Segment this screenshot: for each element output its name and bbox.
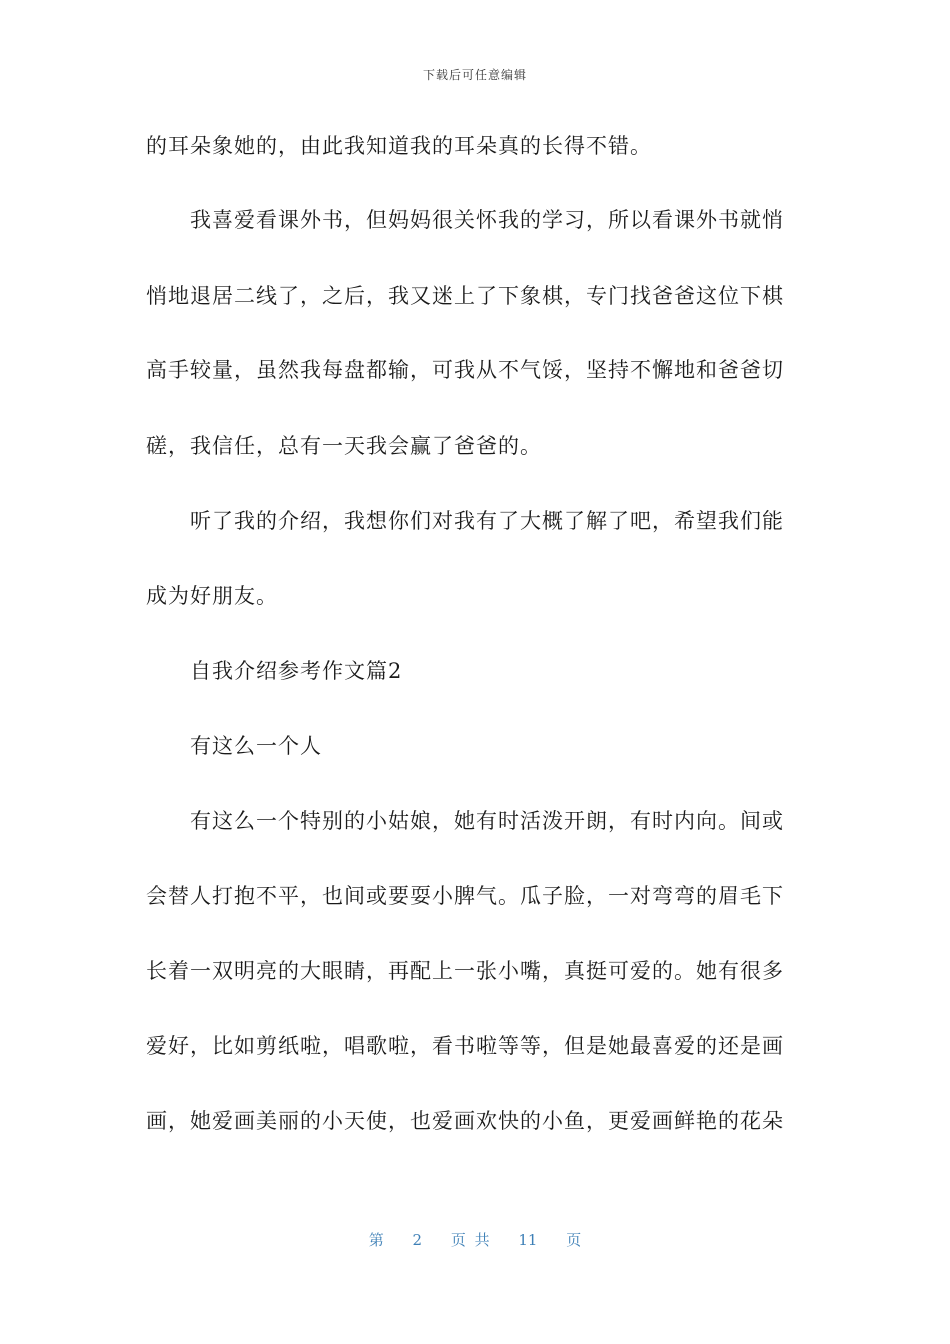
text-line: 的耳朵象她的，由此我知道我的耳朵真的长得不错。 — [146, 134, 652, 158]
footer-page-number: 2 — [412, 1231, 423, 1249]
text-line: 成为好朋友。 — [146, 584, 278, 608]
text-line: 悄地退居二线了，之后，我又迷上了下象棋，专门找爸爸这位下棋 — [146, 284, 784, 308]
text-line: 爱好，比如剪纸啦，唱歌啦，看书啦等等，但是她最喜爱的还是画 — [146, 1034, 784, 1058]
essay-title: 有这么一个人 — [190, 734, 322, 758]
footer-suffix: 页 — [566, 1231, 582, 1249]
paragraph-start: 我喜爱看课外书，但妈妈很关怀我的学习，所以看课外书就悄 — [190, 208, 784, 232]
paragraph-start: 听了我的介绍，我想你们对我有了大概了解了吧，希望我们能 — [190, 509, 784, 533]
text-line: 高手较量，虽然我每盘都输，可我从不气馁，坚持不懈地和爸爸切 — [146, 358, 784, 382]
footer-prefix: 第 — [368, 1231, 384, 1249]
text-line: 会替人打抱不平，也间或要耍小脾气。瓜子脸，一对弯弯的眉毛下 — [146, 884, 784, 908]
page-footer — [0, 1229, 950, 1250]
footer-total-pages: 11 — [518, 1231, 538, 1249]
page-header: 下载后可任意编辑 — [422, 68, 527, 82]
footer-middle: 页 共 — [450, 1231, 490, 1249]
paragraph-start: 有这么一个特别的小姑娘，她有时活泼开朗，有时内向。间或 — [190, 809, 784, 833]
section-title: 自我介绍参考作文篇2 — [190, 659, 403, 683]
text-line: 长着一双明亮的大眼睛，再配上一张小嘴，真挺可爱的。她有很多 — [146, 959, 784, 983]
text-line: 画，她爱画美丽的小天使，也爱画欢快的小鱼，更爱画鲜艳的花朵 — [146, 1109, 784, 1133]
text-line: 磋，我信任，总有一天我会赢了爸爸的。 — [146, 434, 542, 458]
